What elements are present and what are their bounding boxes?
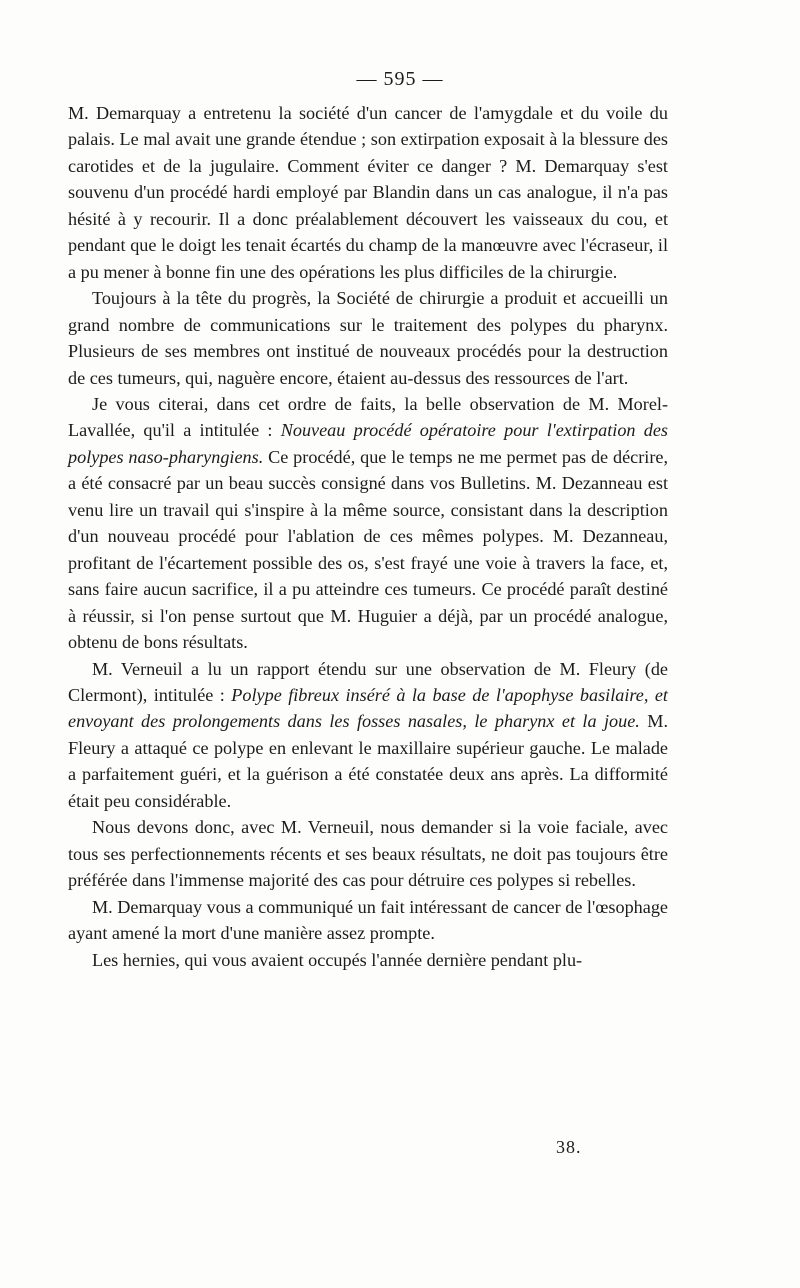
paragraph-hernies [68, 947, 668, 973]
signature-mark: 38. [556, 1137, 582, 1157]
paragraph-text: Les hernies, qui vous avaient occupés l'année dernière pendant plu- [92, 949, 583, 970]
paragraph-voie-faciale [68, 814, 668, 893]
paragraph-text: Nous devons donc, avec M. Verneuil, nous demander si la voie faciale, avec tous ses perfectionnements récents et ses beaux résultats, ne doit pas toujours être préférée dans l'immense majorité des cas pour détruire ces polypes si rebelles. [68, 817, 668, 891]
paragraph-societe-polypes [68, 285, 668, 391]
paragraph-text: M. Verneuil a lu un rapport étendu sur une observation de M. Fleury (de Clermont), intitulée : [68, 658, 668, 705]
paragraph-text: Je vous citerai, dans cet ordre de faits, la belle observation de M. Morel-Lavallée, qu'il a intitulée : [68, 393, 668, 441]
paragraph-text: M. Fleury a attaqué ce polype en enlevant le maxillaire supérieur gauche. Le malade a parfaitement guéri, et la guérison a été constatée deux ans après. La difformité était peu considérable. [68, 711, 668, 811]
paragraph-oesophage [68, 894, 668, 947]
italic-title: Polype fibreux inséré à la base de l'apophyse basilaire, et envoyant des prolongements dans les fosses nasales, le pharynx et la joue. [68, 684, 668, 732]
italic-title: Nouveau procédé opératoire pour l'extirpation des polypes naso-pharyngiens. [68, 420, 668, 467]
paragraph-text: Ce procédé, que le temps ne me permet pas de décrire, a été consacré par un beau succès consigné dans vos Bulletins. M. Dezanneau est venu lire un travail qui s'inspire à la même source, consistant dans la description d'un nouveau procédé pour l'ablation de ces mêmes polypes. M. Dezanneau, profitant de l'écartement possible des os, s'est frayé une voie à travers la face, et, sans faire aucun sacrifice, il a pu atteindre ces tumeurs. Ce procédé paraît destiné à réussir, si l'on pense surtout que M. Huguier a déjà, par un procédé analogue, obtenu de bons résultats. [68, 446, 668, 653]
paragraph-demarquay-amygdale [68, 100, 668, 285]
body-text [68, 100, 668, 973]
paragraph-text: Toujours à la tête du progrès, la Société de chirurgie a produit et accueilli un grand nombre de communications sur le traitement des polypes du pharynx. Plusieurs de ses membres ont institué de nouveaux procédés pour la destruction de ces tumeurs, qui, naguère encore, étaient au-dessus des ressources de l'art. [68, 288, 668, 388]
paragraph-text: M. Demarquay vous a communiqué un fait intéressant de cancer de l'œsophage ayant amené la mort d'une manière assez prompte. [68, 896, 668, 944]
paragraph-morel-lavallee [68, 391, 668, 656]
page-number: — 595 — [356, 68, 444, 90]
paragraph-verneuil-fleury [68, 656, 668, 815]
paragraph-text: M. Demarquay a entretenu la société d'un cancer de l'amygdale et du voile du palais. Le mal avait une grande étendue ; son extirpation exposait à la blessure des carotides et de la jugulaire. Comment éviter ce danger ? M. Demarquay s'est souvenu d'un procédé hardi employé par Blandin dans un cas analogue, il n'a pas hésité à y recourir. Il a donc préalablement découvert les vaisseaux du cou, et pendant que le doigt les tenait écartés du champ de la manœuvre avec l'écraseur, il a pu mener à bonne fin une des opérations les plus difficiles de la chirurgie. [68, 103, 668, 282]
